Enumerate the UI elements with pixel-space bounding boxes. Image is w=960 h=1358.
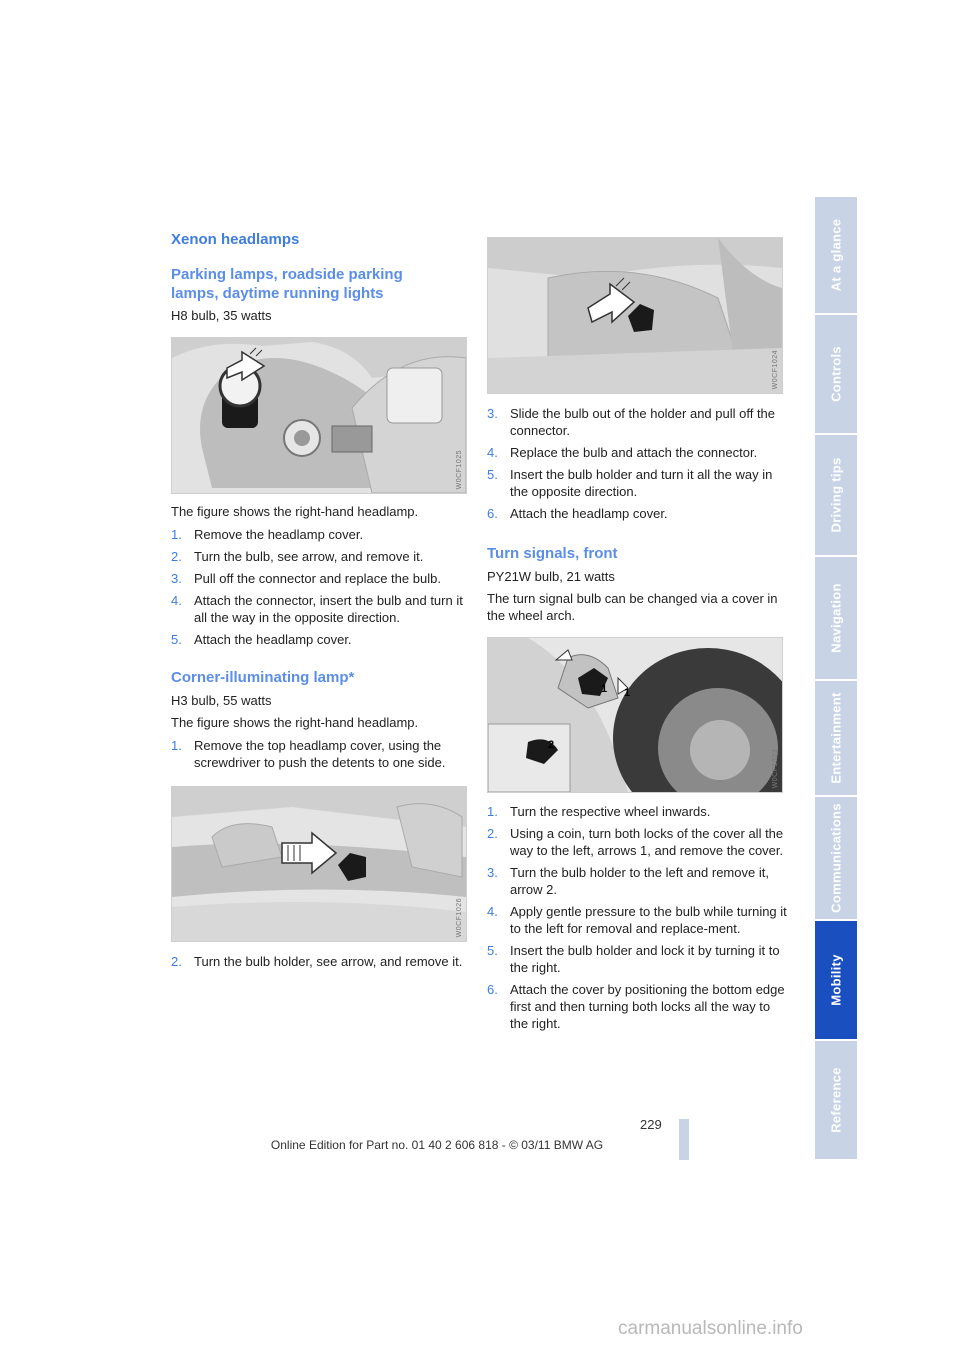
- list-item: 6. Attach the headlamp cover.: [487, 506, 668, 521]
- list-item: 5. Insert the bulb holder and turn it all the way in the opposite direction.: [487, 467, 773, 499]
- figure-code: W0CF1024: [772, 349, 779, 389]
- figure-code: W0CF1025: [456, 449, 463, 489]
- list-item: 1. Remove the top headlamp cover, using the screwdriver to push the detents to one side.: [171, 738, 446, 770]
- tab-mobility[interactable]: Mobility: [815, 921, 857, 1041]
- corner-bulb-spec: H3 bulb, 55 watts: [171, 693, 272, 708]
- tab-entertainment[interactable]: Entertainment: [815, 681, 857, 797]
- turn-bulb-spec: PY21W bulb, 21 watts: [487, 569, 615, 584]
- watermark: carmanualsonline.info: [618, 1318, 803, 1339]
- list-item: 2. Turn the bulb holder, see arrow, and remove it.: [171, 954, 463, 969]
- parking-bulb-spec: H8 bulb, 35 watts: [171, 308, 272, 323]
- figure-turn-signal: [487, 637, 783, 793]
- list-item: 4. Attach the connector, insert the bulb and turn it all the way in the opposite direction.: [171, 593, 463, 625]
- headlamp-steps-continued: [487, 405, 787, 527]
- parking-title-line2: lamps, daytime running lights: [171, 285, 384, 302]
- list-item: 1. Remove the headlamp cover.: [171, 527, 364, 542]
- headlamp-holder-illustration: [488, 238, 782, 393]
- parking-lamp-illustration: [172, 338, 466, 493]
- figure-code: W0CF1026: [456, 897, 463, 937]
- page-number: 229: [640, 1117, 662, 1132]
- list-item: 3. Pull off the connector and replace the bulb.: [171, 571, 441, 586]
- section-title-xenon: Xenon headlamps: [171, 231, 300, 248]
- list-item: 4. Replace the bulb and attach the connector.: [487, 445, 758, 460]
- footer-text: Online Edition for Part no. 01 40 2 606 818 - © 03/11 BMW AG: [270, 1138, 604, 1152]
- list-item: 1. Turn the respective wheel inwards.: [487, 804, 711, 819]
- parking-steps: [171, 526, 471, 653]
- list-item: 3. Turn the bulb holder to the left and remove it, arrow 2.: [487, 865, 769, 897]
- turn-signal-illustration: [488, 638, 782, 792]
- figure-label-2: 2: [548, 739, 555, 751]
- tab-at-a-glance[interactable]: At a glance: [815, 197, 857, 315]
- list-item: 2. Turn the bulb, see arrow, and remove it.: [171, 549, 424, 564]
- list-item: 6. Attach the cover by positioning the bottom edge first and then turning both locks all the way to the right.: [487, 982, 785, 1031]
- corner-steps-a: [171, 737, 471, 776]
- corner-steps-b: [171, 953, 471, 975]
- subsection-title-parking: [171, 265, 403, 303]
- turn-signal-steps: [487, 803, 787, 1037]
- tab-navigation[interactable]: Navigation: [815, 557, 857, 681]
- list-item: 5. Attach the headlamp cover.: [171, 632, 352, 647]
- list-item: 2. Using a coin, turn both locks of the cover all the way to the left, arrows 1, and remove the cover.: [487, 826, 784, 858]
- subsection-title-corner: Corner-illuminating lamp*: [171, 669, 355, 686]
- parking-title-line1: Parking lamps, roadside parking: [171, 266, 403, 283]
- figure-headlamp-holder: [487, 237, 783, 394]
- list-item: 5. Insert the bulb holder and lock it by turning it to the right.: [487, 943, 780, 975]
- figure-code: W0CF1023: [772, 748, 779, 788]
- figure-corner-lamp: [171, 786, 467, 942]
- tab-driving-tips[interactable]: Driving tips: [815, 435, 857, 557]
- figure-label-1b: 1: [624, 687, 631, 699]
- list-item: 4. Apply gentle pressure to the bulb while turning it to the left for removal and replace-ment.: [487, 904, 787, 936]
- figure-parking-lamp: [171, 337, 467, 494]
- list-item: 3. Slide the bulb out of the holder and pull off the connector.: [487, 406, 776, 438]
- footer: [0, 1138, 960, 1152]
- tab-communications[interactable]: Communications: [815, 797, 857, 921]
- turn-intro: The turn signal bulb can be changed via a cover in the wheel arch.: [487, 591, 778, 623]
- tab-reference[interactable]: Reference: [815, 1041, 857, 1161]
- figure-label-1: 1: [601, 683, 608, 695]
- corner-lamp-illustration: [172, 787, 466, 941]
- corner-caption: The figure shows the right-hand headlamp.: [171, 715, 419, 730]
- tab-controls[interactable]: Controls: [815, 315, 857, 435]
- subsection-title-turn-signals: Turn signals, front: [487, 545, 618, 562]
- chapter-tabs: [815, 197, 857, 1161]
- parking-caption: The figure shows the right-hand headlamp.: [171, 504, 419, 519]
